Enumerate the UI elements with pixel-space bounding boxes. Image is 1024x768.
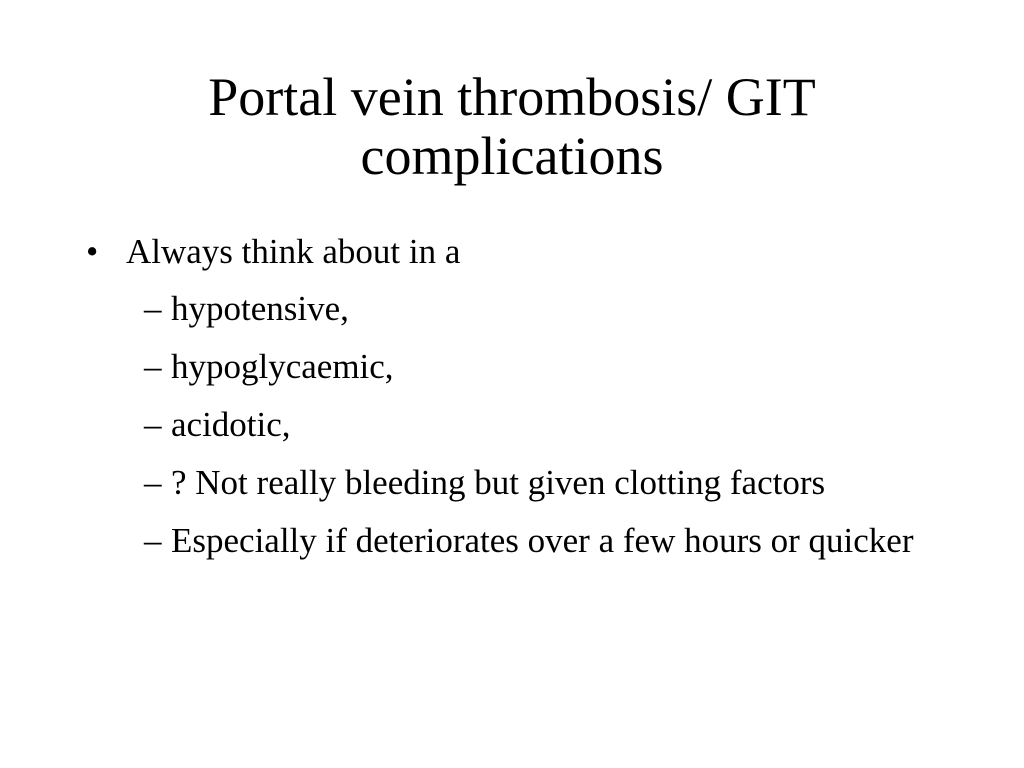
dash-marker: –: [144, 521, 162, 560]
sub-bullet-text: hypotensive,: [171, 289, 349, 328]
slide-title: Portal vein thrombosis/ GIT complications: [208, 67, 816, 187]
sub-bullet-list: [86, 286, 926, 564]
slide-body: [86, 228, 926, 576]
bullet-item: [86, 228, 926, 276]
sub-bullet-text: hypoglycaemic,: [171, 347, 394, 386]
sub-bullet-text: Especially if deteriorates over a few hours or quicker: [171, 521, 914, 560]
sub-bullet-item: [86, 344, 926, 390]
sub-bullet-text: ? Not really bleeding but given clotting factors: [171, 463, 826, 502]
sub-bullet-item: [86, 518, 926, 564]
sub-bullet-item: [86, 286, 926, 332]
dash-marker: –: [144, 289, 162, 328]
bullet-marker: •: [86, 232, 99, 271]
bullet-text: Always think about in a: [126, 232, 461, 271]
sub-bullet-item: [86, 402, 926, 448]
sub-bullet-text: acidotic,: [171, 405, 291, 444]
dash-marker: –: [144, 347, 162, 386]
sub-bullet-item: [86, 460, 926, 506]
dash-marker: –: [144, 463, 162, 502]
dash-marker: –: [144, 405, 162, 444]
